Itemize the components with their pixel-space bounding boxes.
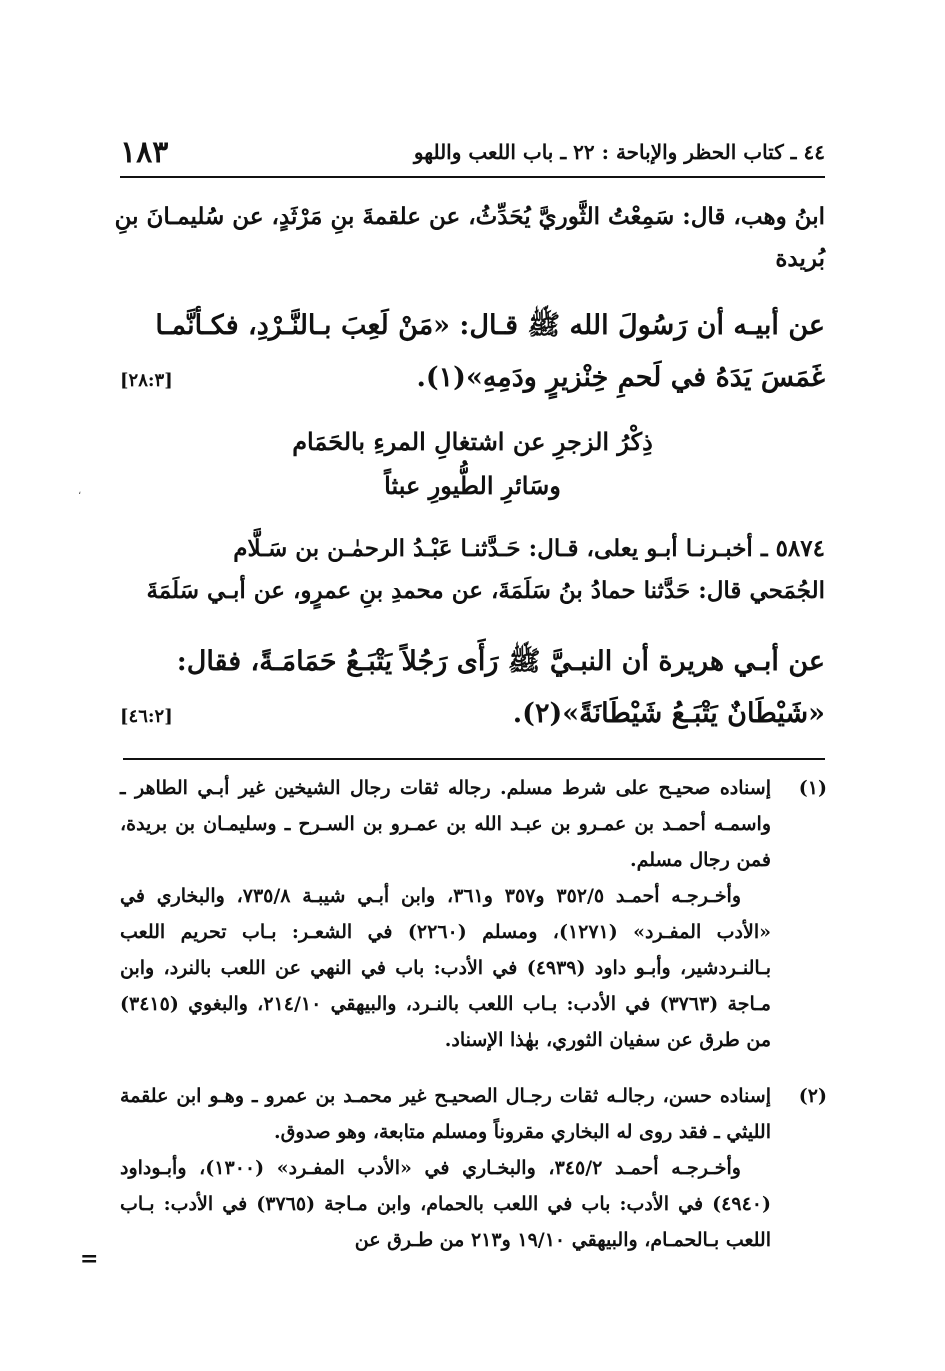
footnote-number: (٢) bbox=[798, 1085, 827, 1107]
page-number: ١٨٣ bbox=[120, 134, 169, 170]
footnote-text: إسناده صحيـح على شرط مسلم. رجاله ثقات رجال الشيخين غير أبـي الطاهر ـ واسمـه أحمـد بن عمـرو بن عبـد الله بن عمـرو بن السـرح ـ وسليمـان بن بريدة، فمن رجال مسلم. bbox=[120, 777, 771, 871]
matn-line: عن أبـي هريرة أن النبـيَّ ﷺ رَأَى رَجُلاً يَتْبَـعُ حَمَامَـةً، فقال: bbox=[176, 646, 825, 677]
reference-mark: [٤٦:٢] bbox=[120, 706, 173, 727]
footnote-text: وأخـرجـه أحمـد ٣٤٥/٢، والبخـاري في «الأدب المفـرد» (١٣٠٠)، وأبـوداود (٤٩٤٠) في الأدب: باب في اللعب بالحمام، وابن مـاجة (٣٧٦٥) في الأدب: بـاب اللعب بـالحمـام، والبيهقي ١٩/١٠ و٢١٣ من طـرق عن bbox=[120, 1157, 771, 1251]
footnote-text: وأخـرجـه أحمـد ٣٥٢/٥ و٣٥٧ و٣٦١، وابن أبـي شيبـة ٧٣٥/٨، والبخاري في «الأدب المفـرد» (١٢٧١)، ومسلم (٢٢٦٠) في الشعـر: بـاب تحريم اللعب بـالنـردشير، وأبـو داود (٤٩٣٩) في الأدب: باب في النهي عن اللعب بالنرد، وابن مـاجة (٣٧٦٣) في الأدب: بـاب اللعب بالنـرد، والبيهقي ٢١٤/١٠، والبغوي (٣٤١٥) من طرق عن سفيان الثوري، بهٰذا الإسناد. bbox=[120, 885, 772, 1051]
isnad-line: الجُمَحي قال: حَدَّثنا حمادُ بنُ سَلَمَةَ، عن محمدِ بنِ عمرٍو، عن أبـي سَلَمَةَ bbox=[146, 577, 825, 604]
margin-mark: ، bbox=[78, 486, 82, 497]
hadith-2-isnad bbox=[120, 528, 825, 612]
matn-line: عن أبيـه أن رَسُولَ الله ﷺ قـال: «مَنْ لَعِبَ بـالنَّـرْدِ، فكـأنَّمـا bbox=[155, 310, 825, 341]
hadith-2-matn bbox=[120, 636, 825, 743]
footnote-number: (١) bbox=[798, 777, 827, 799]
matn-line: «شَيْطَانٌ يَتْبَـعُ شَيْطَانَةً»(٢). bbox=[512, 698, 825, 729]
heading-line: وسَائرِ الطُّيورِ عبثاً bbox=[384, 471, 561, 500]
matn-line: غَمَسَ يَدَهُ في لَحمِ خِنْزيرٍ ودَمِهِ»(١). bbox=[416, 362, 825, 393]
heading-line: ذِكْرُ الزجرِ عن اشتغالِ المرءِ بالحَمَام bbox=[292, 427, 653, 456]
header-rule bbox=[120, 176, 825, 178]
section-heading bbox=[120, 420, 825, 508]
page-header bbox=[120, 132, 825, 172]
isnad-line: ٥٨٧٤ ـ أخبـرنـا أبـو يعلى، قـال: حَـدَّثنـا عَبْـدُ الرحمٰـن بن سَـلَّام bbox=[233, 535, 825, 562]
isnad-line: ابنُ وهب، قال: سَمِعْتُ الثَّوريَّ يُحَدِّثُ، عن علقمةَ بنِ مَرْثَدٍ، عن سُليمـانَ بنِ bbox=[114, 203, 825, 230]
footnote-2 bbox=[120, 1078, 825, 1258]
footnote-text: إسناده حسن، رجالـه ثقات رجـال الصحيـح غير محمـد بن عمرو ـ وهـو ابن علقمة الليثي ـ فقد روى له البخاري مقروناً ومسلم متابعة، وهو صدوق. bbox=[120, 1085, 771, 1143]
footnote-rule bbox=[123, 758, 825, 760]
isnad-line: بُريدة bbox=[775, 245, 825, 272]
hadith-1-matn bbox=[120, 300, 825, 407]
running-title: ٤٤ ـ كتاب الحظر والإباحة : ٢٢ ـ باب اللعب واللهو bbox=[413, 140, 825, 164]
hadith-1-isnad bbox=[114, 196, 825, 280]
continuation-mark: = bbox=[80, 1246, 99, 1272]
footnote-1 bbox=[120, 770, 825, 1058]
reference-mark: [٢٨:٣] bbox=[120, 370, 173, 391]
